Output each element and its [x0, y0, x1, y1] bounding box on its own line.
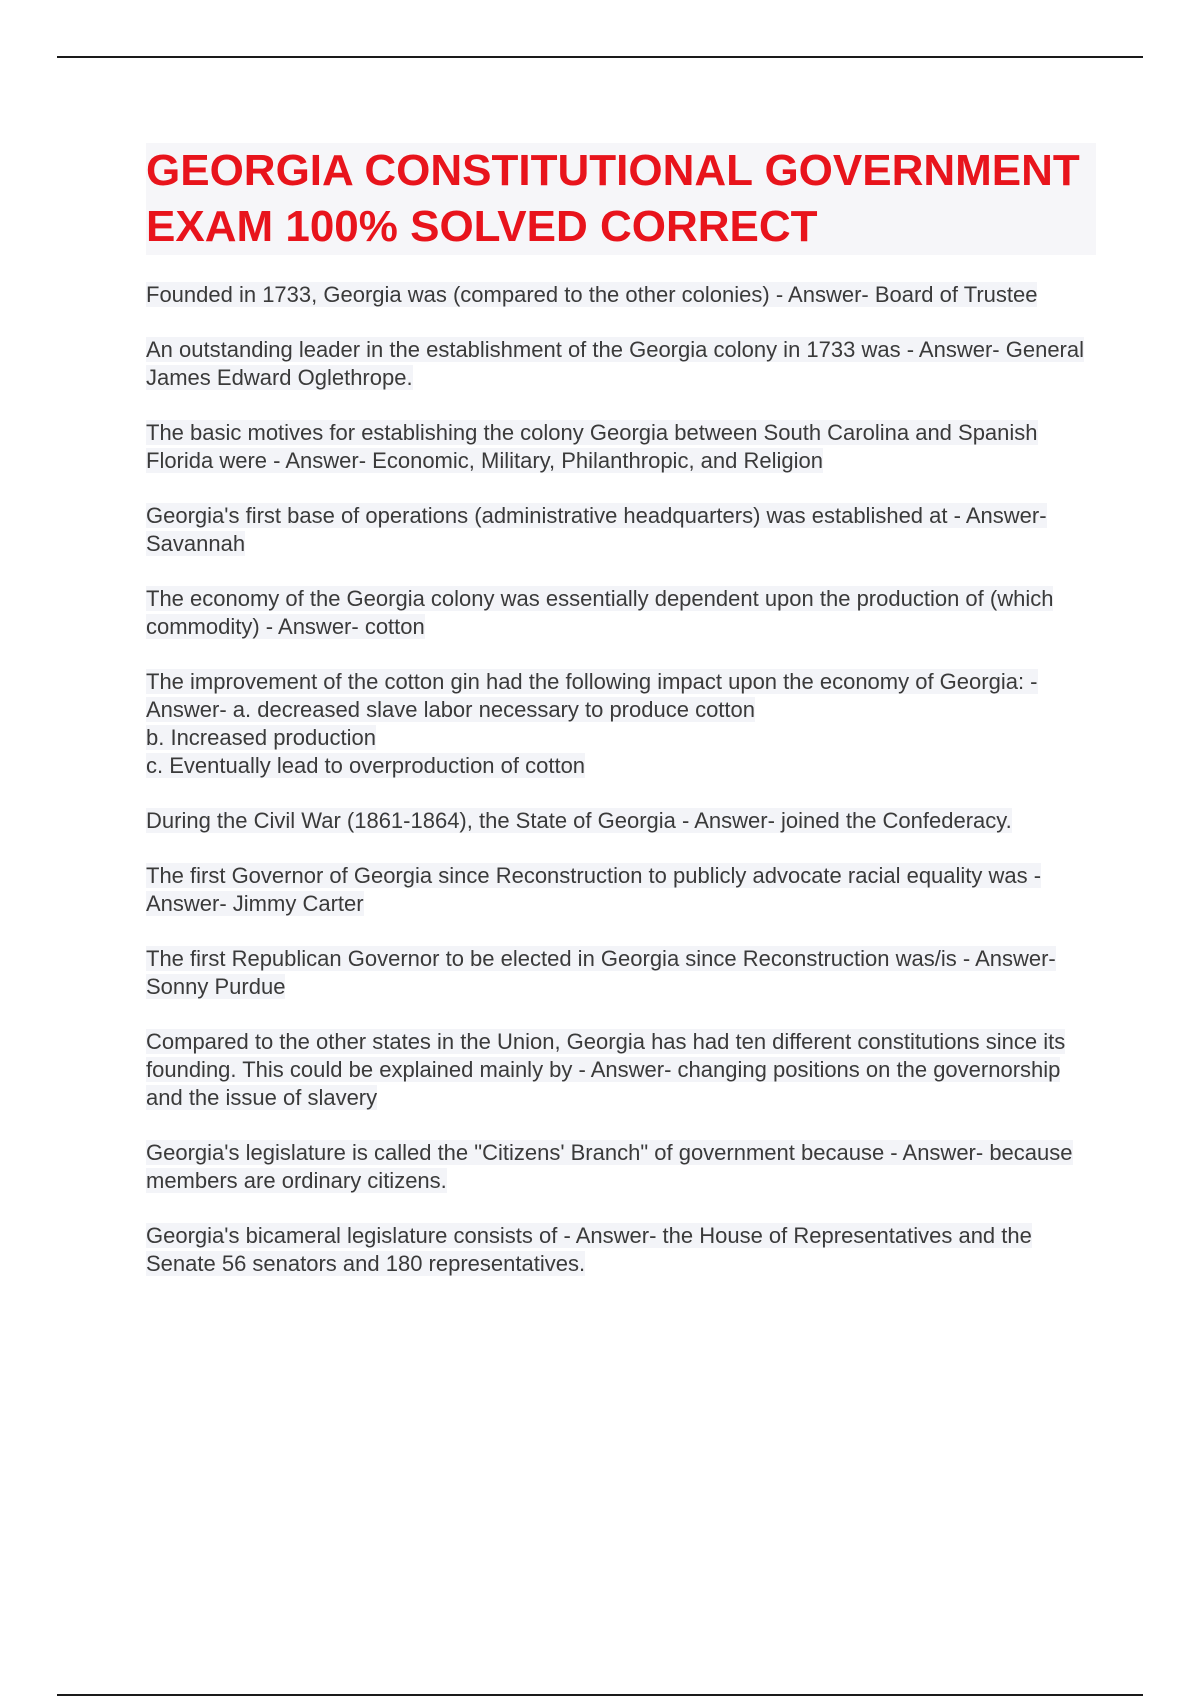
qa-item — [146, 336, 1096, 392]
document-body — [146, 143, 1096, 1305]
qa-text: The economy of the Georgia colony was essentially dependent upon the production of (which commodity) - Answer- cotton — [146, 586, 1054, 639]
qa-text: The basic motives for establishing the colony Georgia between South Carolina and Spanish Florida were - Answer- Economic, Military, Philanthropic, and Religion — [146, 420, 1038, 473]
qa-item — [146, 807, 1096, 835]
qa-item — [146, 1222, 1096, 1278]
qa-text: The first Republican Governor to be elected in Georgia since Reconstruction was/is - Answer- Sonny Purdue — [146, 946, 1056, 999]
qa-list — [146, 281, 1096, 1278]
qa-text: Founded in 1733, Georgia was (compared to the other colonies) - Answer- Board of Trustee — [146, 282, 1038, 307]
qa-item — [146, 862, 1096, 918]
qa-text: Compared to the other states in the Union, Georgia has had ten different constitutions since its founding. This could be explained mainly by - Answer- changing positions on the governorship and the issue of slavery — [146, 1029, 1066, 1110]
qa-text: The improvement of the cotton gin had the following impact upon the economy of Georgia: - Answer- a. decreased slave labor necessary to produce cotton b. Increased production c. Eventually lead to overproduction of cotton — [146, 669, 1038, 778]
qa-item — [146, 419, 1096, 475]
qa-item — [146, 281, 1096, 309]
bottom-rule — [57, 1694, 1143, 1696]
qa-text: During the Civil War (1861-1864), the State of Georgia - Answer- joined the Confederacy. — [146, 808, 1012, 833]
qa-item — [146, 585, 1096, 641]
qa-item — [146, 945, 1096, 1001]
qa-text: An outstanding leader in the establishment of the Georgia colony in 1733 was - Answer- General James Edward Oglethrope. — [146, 337, 1084, 390]
qa-text: The first Governor of Georgia since Reconstruction to publicly advocate racial equality was - Answer- Jimmy Carter — [146, 863, 1042, 916]
qa-item — [146, 502, 1096, 558]
qa-item — [146, 668, 1096, 780]
top-rule — [57, 56, 1143, 58]
qa-text: Georgia's bicameral legislature consists of - Answer- the House of Representatives and the Senate 56 senators and 180 representatives. — [146, 1223, 1032, 1276]
qa-text: Georgia's first base of operations (administrative headquarters) was established at - Answer- Savannah — [146, 503, 1047, 556]
document-title: GEORGIA CONSTITUTIONAL GOVERNMENT EXAM 100% SOLVED CORRECT — [146, 143, 1096, 255]
qa-text: Georgia's legislature is called the "Citizens' Branch" of government because - Answer- because members are ordinary citizens. — [146, 1140, 1073, 1193]
qa-item — [146, 1028, 1096, 1112]
qa-item — [146, 1139, 1096, 1195]
